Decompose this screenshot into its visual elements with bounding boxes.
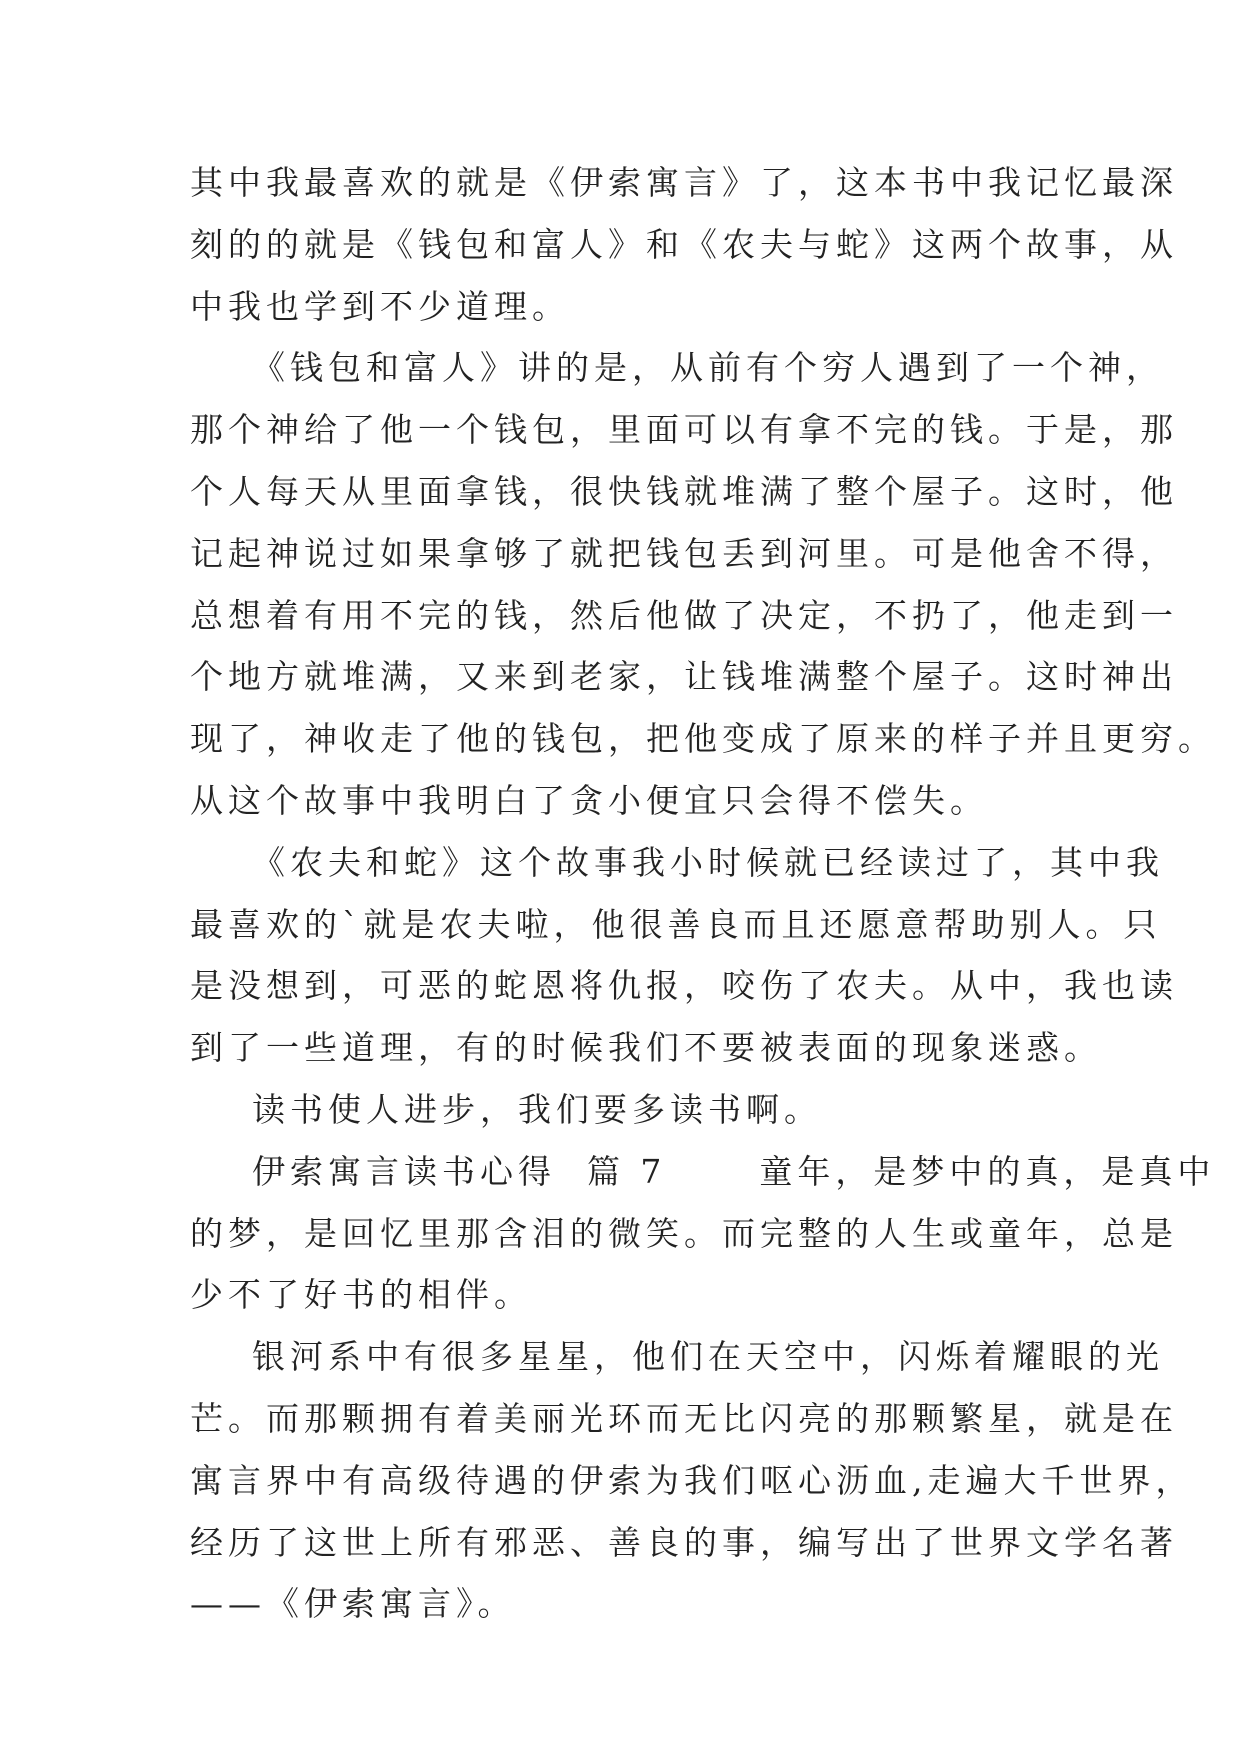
text-line: 个人每天从里面拿钱，很快钱就堆满了整个屋子。这时，他 — [190, 471, 1178, 511]
text-line: 个地方就堆满，又来到老家，让钱堆满整个屋子。这时神出 — [190, 657, 1178, 697]
text-line: 总想着有用不完的钱，然后他做了决定，不扔了，他走到一 — [190, 595, 1178, 635]
text-line: 其中我最喜欢的就是《伊索寓言》了，这本书中我记忆最深 — [190, 163, 1178, 202]
text-line: 到了一些道理，有的时候我们不要被表面的现象迷惑。 — [190, 1028, 1102, 1068]
text-line: 从这个故事中我明白了贪小便宜只会得不偿失。 — [190, 780, 988, 820]
text-line: 记起神说过如果拿够了就把钱包丢到河里。可是他舍不得， — [190, 533, 1178, 573]
text-line: 芒。而那颗拥有着美丽光环而无比闪亮的那颗繁星，就是在 — [190, 1398, 1178, 1438]
text-line: 《农夫和蛇》这个故事我小时候就已经读过了，其中我 — [190, 842, 1164, 882]
text-line: ——《伊索寓言》。 — [190, 1584, 516, 1624]
text-line: 经历了这世上所有邪恶、善良的事，编写出了世界文学名著 — [190, 1522, 1178, 1562]
section-heading-line: 伊索寓言读书心得 篇 7 童年，是梦中的真，是真中 — [190, 1151, 1216, 1191]
text-line: 读书使人进步，我们要多读书啊。 — [190, 1089, 822, 1129]
text-line: 银河系中有很多星星，他们在天空中，闪烁着耀眼的光 — [190, 1337, 1164, 1377]
text-line: 中我也学到不少道理。 — [190, 286, 570, 326]
text-line: 现了，神收走了他的钱包，把他变成了原来的样子并且更穷。 — [190, 719, 1216, 759]
text-line: 《钱包和富人》讲的是，从前有个穷人遇到了一个神， — [190, 348, 1164, 388]
text-line: 寓言界中有高级待遇的伊索为我们呕心沥血,走遍大千世界， — [190, 1460, 1194, 1500]
text-line: 少不了好书的相伴。 — [190, 1275, 532, 1315]
text-line: 是没想到，可恶的蛇恩将仇报，咬伤了农夫。从中，我也读 — [190, 966, 1178, 1006]
document-body — [190, 152, 1216, 1635]
text-line: 那个神给了他一个钱包，里面可以有拿不完的钱。于是，那 — [190, 410, 1178, 450]
text-line: 的梦，是回忆里那含泪的微笑。而完整的人生或童年，总是 — [190, 1213, 1178, 1253]
text-line: 刻的的就是《钱包和富人》和《农夫与蛇》这两个故事，从 — [190, 224, 1178, 264]
text-line: 最喜欢的`就是农夫啦，他很善良而且还愿意帮助别人。只 — [190, 904, 1162, 944]
